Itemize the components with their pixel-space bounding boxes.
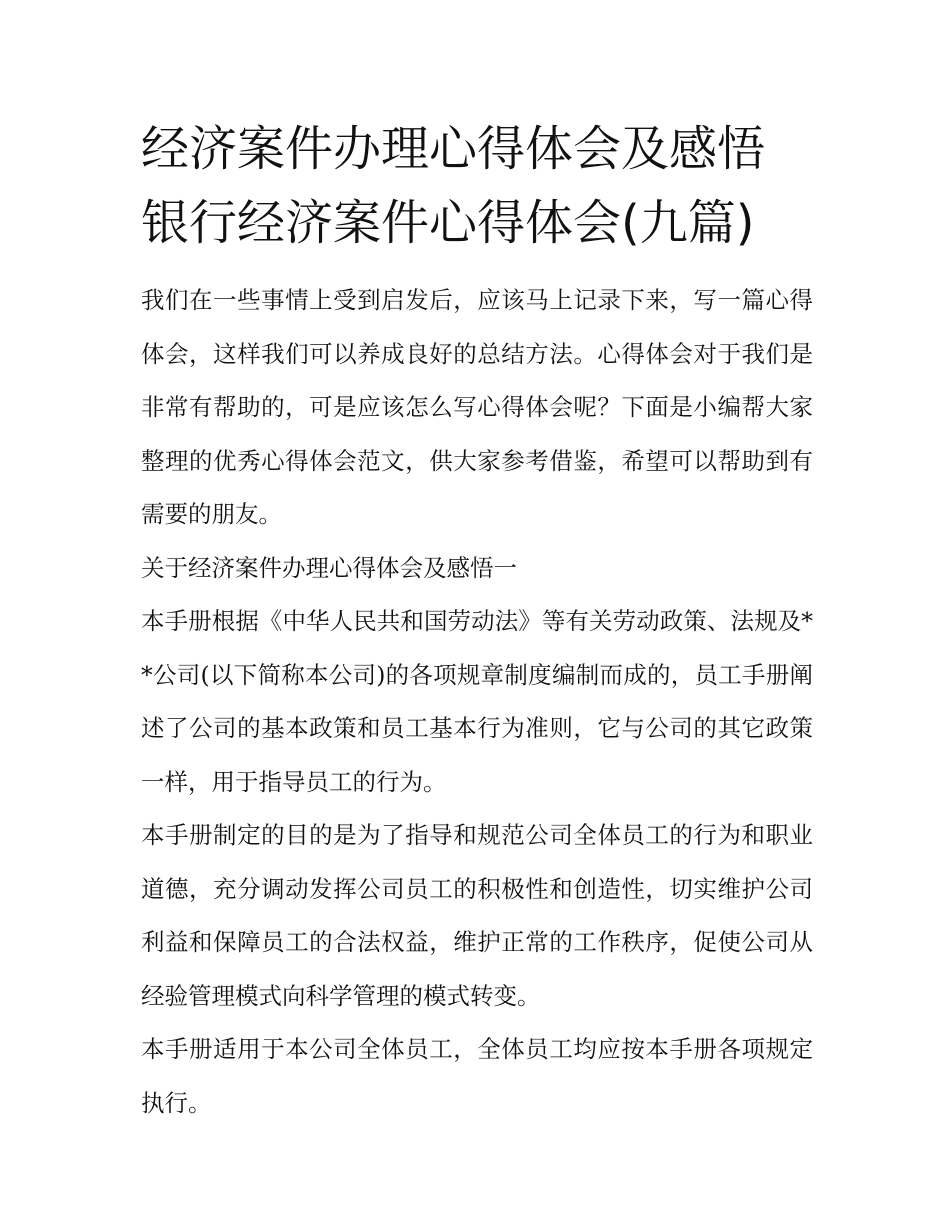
intro-paragraph: 我们在一些事情上受到启发后，应该马上记录下来，写一篇心得体会，这样我们可以养成良好的总结方法。心得体会对于我们是非常有帮助的，可是应该怎么写心得体会呢？下面是小编帮大家整理的优秀心得体会范文，供大家参考借鉴，希望可以帮助到有需要的朋友。	[141, 286, 813, 528]
section-heading: 关于经济案件办理心得体会及感悟一	[141, 553, 517, 582]
document-title	[141, 112, 813, 260]
title-line-1: 经济案件办理心得体会及感悟	[141, 121, 766, 177]
body-paragraph-1: 本手册根据《中华人民共和国劳动法》等有关劳动政策、法规及**公司(以下简称本公司)的各项规章制度编制而成的，员工手册阐述了公司的基本政策和员工基本行为准则，它与公司的其它政策一样，用于指导员工的行为。	[141, 607, 813, 796]
title-line-2: 银行经济案件心得体会(九篇)	[141, 195, 755, 251]
document-page	[141, 112, 813, 1130]
body-paragraph-2: 本手册制定的目的是为了指导和规范公司全体员工的行为和职业道德，充分调动发挥公司员工的积极性和创造性，切实维护公司利益和保障员工的合法权益，维护正常的工作秩序，促使公司从经验管理模式向科学管理的模式转变。	[141, 821, 813, 1010]
document-body	[141, 274, 813, 1130]
body-paragraph-3: 本手册适用于本公司全体员工，全体员工均应按本手册各项规定执行。	[141, 1035, 813, 1117]
